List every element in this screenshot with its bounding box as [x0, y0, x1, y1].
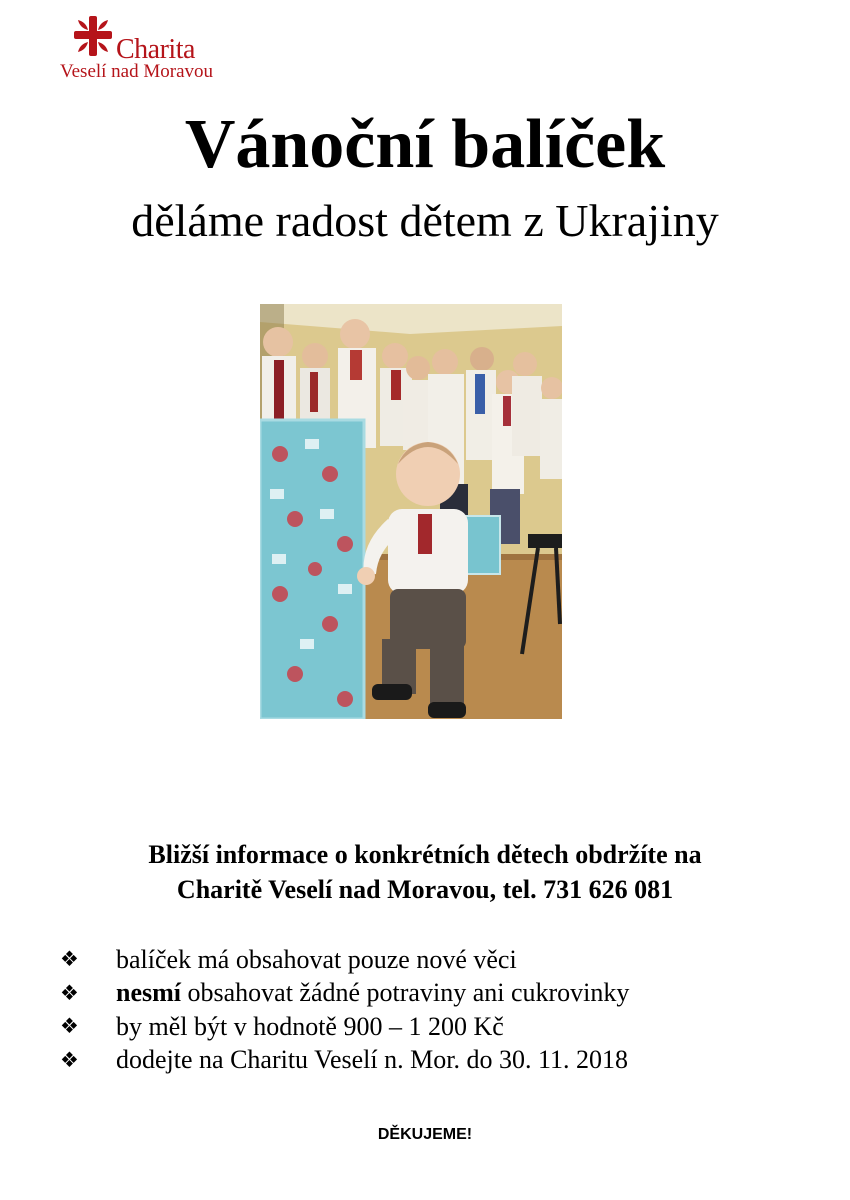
info-text	[0, 838, 850, 907]
info-line-1: Bližší informace o konkrétních dětech obdržíte na	[148, 840, 702, 869]
bullet-item	[60, 943, 820, 977]
bullet-text: by měl být v hodnotě 900 – 1 200 Kč	[116, 1011, 504, 1041]
diamond-bullet-icon: ❖	[60, 1047, 79, 1072]
charita-logo	[60, 14, 230, 86]
bullet-text: balíček má obsahovat pouze nové věci	[116, 944, 517, 974]
page-title: Vánoční balíček	[184, 106, 666, 183]
bullet-item	[60, 1010, 820, 1044]
children-photo	[260, 304, 562, 719]
logo-name: Charita	[116, 34, 195, 65]
diamond-bullet-icon: ❖	[60, 947, 79, 972]
page-subtitle: děláme radost dětem z Ukrajiny	[131, 195, 719, 246]
bullet-text: dodejte na Charitu Veselí n. Mor. do 30. 11. 2018	[116, 1045, 629, 1075]
thanks-text: DĚKUJEME!	[377, 1126, 473, 1143]
bullet-text: obsahovat žádné potraviny ani cukrovinky	[181, 978, 630, 1008]
charita-cross-icon	[74, 16, 112, 56]
diamond-bullet-icon: ❖	[60, 980, 79, 1005]
bullet-list	[60, 943, 820, 1077]
bullet-item	[60, 1044, 820, 1078]
info-line-2: Charitě Veselí nad Moravou, tel. 731 626 081	[176, 874, 674, 904]
bullet-item	[60, 977, 820, 1011]
logo-subtitle: Veselí nad Moravou	[60, 61, 214, 82]
diamond-bullet-icon: ❖	[60, 1014, 79, 1039]
bullet-bold-text: nesmí	[116, 978, 181, 1008]
